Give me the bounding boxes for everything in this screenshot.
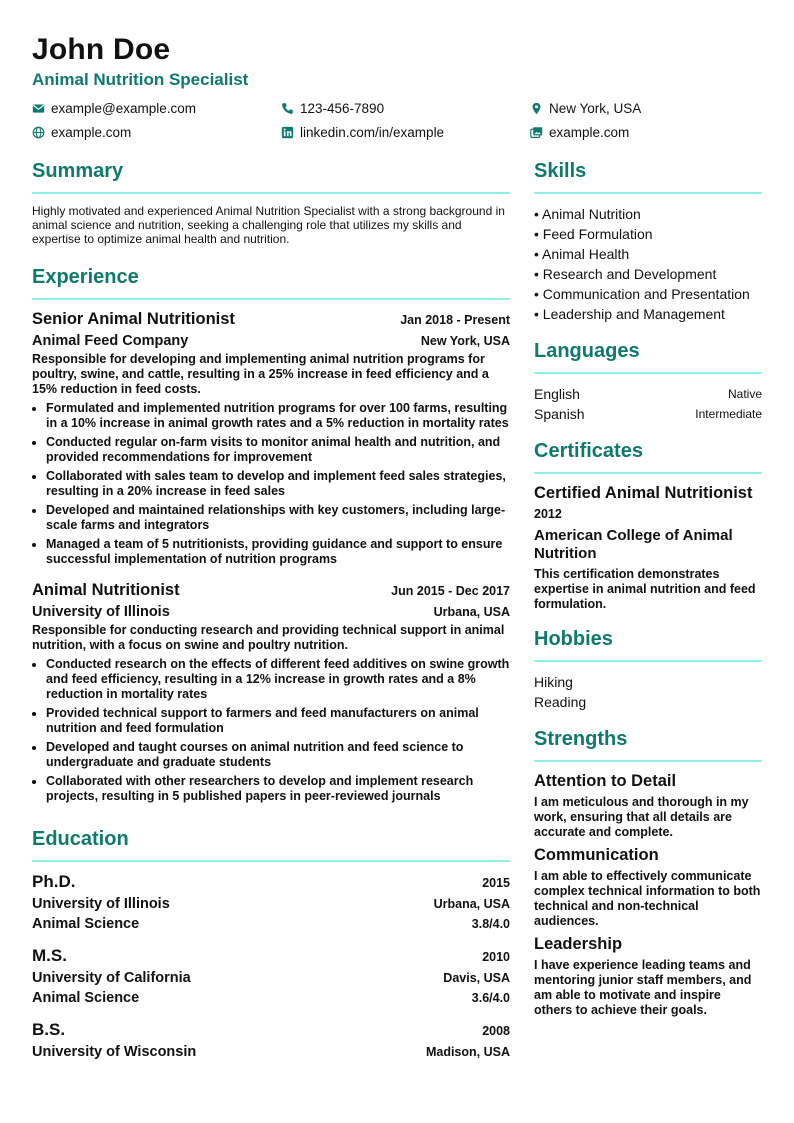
degree: B.S. [32,1020,66,1039]
edu-field: Animal Science [32,916,140,932]
edu-gpa: 3.8/4.0 [471,917,510,931]
edu-gpa: 3.6/4.0 [471,991,510,1005]
strengths-heading: Strengths [534,726,762,762]
skill-item: • Communication and Presentation [534,286,750,302]
education-entry [32,946,510,1006]
job-entry [32,310,510,567]
skills-heading: Skills [534,158,762,194]
skill-item: • Leadership and Management [534,306,725,322]
job-description: Responsible for developing and implementing animal nutrition programs for poultry, swine, and cattle, resulting in a 25% increase in feed efficiency and a 15% reduction in feed costs. [32,352,489,396]
certificates-section [534,438,762,612]
contact-email[interactable] [32,100,281,116]
job-title: Animal Nutritionist [32,581,180,599]
job-date: Jun 2015 - Dec 2017 [391,584,510,598]
edu-year: 2015 [482,876,510,890]
hobbies-heading: Hobbies [534,626,762,662]
skill-item: • Feed Formulation [534,226,653,242]
edu-location: Urbana, USA [433,897,510,911]
portfolio-icon [530,126,543,139]
job-bullet: • Managed a team of 5 nutritionists, providing guidance and support to ensure successful implementation of nutrition programs [46,537,510,567]
language-level: Native [727,387,762,401]
edu-field: Animal Science [32,990,140,1006]
contact-location-text: New York, USA [549,100,642,116]
contact-linkedin[interactable] [281,124,530,140]
language-name: Spanish [534,406,585,422]
language-name: English [534,386,580,402]
edu-year: 2008 [482,1024,510,1038]
contact-phone-text: 123-456-7890 [300,100,385,116]
strength-title: Communication [534,846,659,864]
globe-icon [32,126,45,139]
job-bullet: • Collaborated with other researchers to develop and implement research projects, resulting in 5 published papers in peer-reviewed journals [46,774,510,804]
job-bullet: • Developed and taught courses on animal nutrition and feed science to undergraduate and graduate students [46,740,510,770]
strengths-section [534,726,762,1018]
contact-linkedin-text: linkedin.com/in/example [300,124,445,140]
hobby-item: Hiking [534,674,573,690]
certificate-name: Certified Animal Nutritionist [534,484,753,502]
certificate-year: 2012 [534,507,562,521]
job-bullets [32,401,510,567]
edu-year: 2010 [482,950,510,964]
email-icon [32,102,45,115]
summary-heading: Summary [32,158,510,194]
certificates-heading: Certificates [534,438,762,474]
strength-title: Leadership [534,935,623,953]
degree: M.S. [32,946,67,965]
experience-heading: Experience [32,264,510,300]
strength-description: I am able to effectively communicate complex technical information to both technical and non-technical audiences. [534,869,761,928]
phone-icon [281,102,294,115]
languages-section [534,338,762,424]
school: University of California [32,970,191,986]
school: University of Wisconsin [32,1044,197,1060]
job-bullet: • Conducted research on the effects of different feed additives on swine growth and feed efficiency, resulting in a 12% increase in growth rates and a 8% reduction in mortality rates [46,657,510,702]
summary-text: Highly motivated and experienced Animal Nutrition Specialist with a strong background in animal science and nutrition, seeking a challenging role that utilizes my skills and expertise to optimize animal health and nutrition. [32,204,505,246]
job-company: University of Illinois [32,604,170,620]
location-icon [530,102,543,115]
job-bullets [32,657,510,804]
job-location: Urbana, USA [433,605,510,619]
language-item [534,404,762,424]
contact-portfolio-text: example.com [549,124,630,140]
strength-description: I am meticulous and thorough in my work, ensuring that all details are accurate and complete. [534,795,749,839]
job-entry [32,581,510,804]
school: University of Illinois [32,896,170,912]
skill-item: • Animal Nutrition [534,206,641,222]
certificate-issuer: American College of Animal Nutrition [534,527,733,562]
job-title: Senior Animal Nutritionist [32,310,235,328]
skills-section [534,158,762,324]
degree: Ph.D. [32,872,76,891]
hobby-item: Reading [534,694,587,710]
contact-phone[interactable] [281,100,530,116]
contact-website[interactable] [32,124,281,140]
job-bullet: • Provided technical support to farmers and feed manufacturers on animal nutrition and feed formulation [46,706,510,736]
candidate-name: John Doe [32,33,171,66]
job-bullet: • Formulated and implemented nutrition programs for over 100 farms, resulting in a 10% increase in animal growth rates and a 5% reduction in mortality rates [46,401,510,431]
resume-page [32,32,762,1074]
hobbies-section [534,626,762,712]
contact-location [530,100,762,116]
linkedin-icon [281,126,294,139]
language-item [534,384,762,404]
languages-heading: Languages [534,338,762,374]
contact-email-text: example@example.com [51,100,197,116]
skill-item: • Animal Health [534,246,630,262]
job-bullet: • Conducted regular on-farm visits to monitor animal health and nutrition, and provided recommendations for improvement [46,435,510,465]
job-title-headline: Animal Nutrition Specialist [32,70,249,89]
edu-location: Davis, USA [443,971,510,985]
education-heading: Education [32,826,510,862]
contact-info [32,100,762,140]
edu-location: Madison, USA [425,1045,510,1059]
left-column [32,158,510,1074]
education-entry [32,872,510,932]
job-bullet: • Collaborated with sales team to develop and implement feed sales strategies, resulting in a 20% increase in feed sales [46,469,510,499]
job-company: Animal Feed Company [32,333,189,349]
strength-description: I have experience leading teams and mentoring junior staff members, and am able to motivate and inspire others to achieve their goals. [534,958,752,1017]
job-description: Responsible for conducting research and providing technical support in animal nutrition, with a focus on swine and poultry nutrition. [32,623,505,652]
skill-item: • Research and Development [534,266,717,282]
language-level: Intermediate [695,407,762,421]
contact-portfolio[interactable] [530,124,762,140]
certificate-description: This certification demonstrates expertise in animal nutrition and feed formulation. [534,567,756,611]
education-entry [32,1020,510,1060]
strength-title: Attention to Detail [534,772,677,790]
contact-website-text: example.com [51,124,132,140]
right-column [534,158,762,1074]
job-location: New York, USA [420,334,510,348]
job-bullet: • Developed and maintained relationships with key customers, including large-scale farms and integrators [46,503,510,533]
job-date: Jan 2018 - Present [400,313,510,327]
